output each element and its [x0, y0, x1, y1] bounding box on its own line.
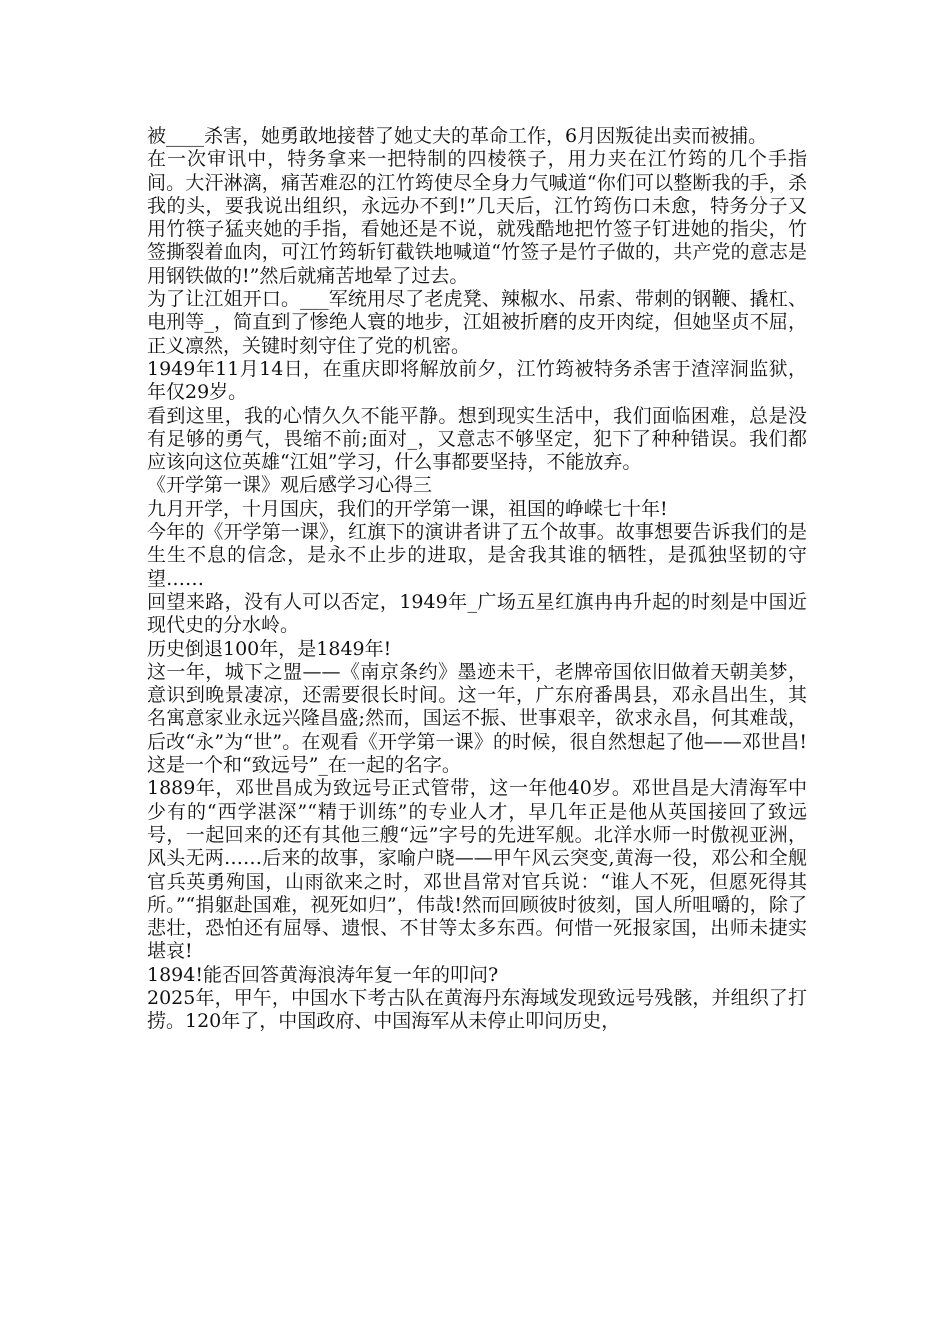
paragraph: 这一年，城下之盟——《南京条约》墨迹未干，老牌帝国依旧做着天朝美梦，意识到晚景凄凉，还需要很长时间。这一年，广东府番禺县，邓永昌出生，其名寓意家业永远兴隆昌盛;然而，国运不振、世事艰辛，欲求永昌，何其难哉，后改“永”为“世”。在观看《开学第一课》的时候，很自然想起了他——邓世昌!这是一个和“致远号”_在一起的名字。	[147, 660, 807, 777]
paragraph: 为了让江姐开口。___军统用尽了老虎凳、辣椒水、吊索、带刺的钢鞭、撬杠、电刑等_，简直到了惨绝人寰的地步，江姐被折磨的皮开肉绽，但她坚贞不屈，正义凛然，关键时刻守住了党的机密。	[147, 288, 807, 357]
paragraph: 被____杀害，她勇敢地接替了她丈夫的革命工作，6月因叛徒出卖而被捕。	[147, 125, 768, 147]
paragraph: 1894!能否回答黄海浪涛年复一年的叩问?	[147, 963, 499, 986]
paragraph: 2025年，甲午，中国水下考古队在黄海丹东海域发现致远号残骸，并组织了打捞。120年了，中国政府、中国海军从未停止叩问历史，	[147, 986, 807, 1033]
paragraph: 看到这里，我的心情久久不能平静。想到现实生活中，我们面临困难，总是没有足够的勇气，畏缩不前;面对_，又意志不够坚定，犯下了种种错误。我们都应该向这位英雄“江姐”学习，什么事都要坚持，不能放弃。	[147, 404, 807, 474]
paragraph: 今年的《开学第一课》，红旗下的演讲者讲了五个故事。故事想要告诉我们的是生生不息的信念，是永不止步的进取，是舍我其谁的牺牲，是孤独坚韧的守望……	[147, 521, 807, 590]
document-body	[147, 125, 807, 1034]
paragraph: 回望来路，没有人可以否定，1949年_广场五星红旗冉冉升起的时刻是中国近现代史的分水岭。	[147, 590, 807, 637]
paragraph: 在一次审讯中，特务拿来一把特制的四棱筷子，用力夹在江竹筠的几个手指间。大汗淋漓，痛苦难忍的江竹筠使尽全身力气喊道“你们可以整断我的手，杀我的头，要我说出组织，永远办不到!”几天后，江竹筠伤口未愈，特务分子又用竹筷子猛夹她的手指，看她还是不说，就残酷地把竹签子钉进她的指尖，竹签撕裂着血肉，可江竹筠斩钉截铁地喊道“竹签子是竹子做的，共产党的意志是用钢铁做的!”然后就痛苦地晕了过去。	[147, 148, 807, 287]
paragraph: 1949年11月14日，在重庆即将解放前夕，江竹筠被特务杀害于渣滓洞监狱，年仅29岁。	[147, 357, 807, 404]
paragraph: 历史倒退100年，是1849年!	[147, 637, 392, 660]
paragraph: 1889年，邓世昌成为致远号正式管带，这一年他40岁。邓世昌是大清海军中少有的“西学湛深”“精于训练”的专业人才，早几年正是他从英国接回了致远号，一起回来的还有其他三艘“远”字号的先进军舰。北洋水师一时傲视亚洲，风头无两……后来的故事，家喻户晓——甲午风云突变,黄海一役，邓公和全舰官兵英勇殉国，山雨欲来之时，邓世昌常对官兵说：“谁人不死，但愿死得其所。”“捐躯赴国难，视死如归”，伟哉!然而回顾彼时彼刻，国人所咀嚼的，除了悲壮，恐怕还有屈辱、遗恨、不甘等太多东西。何惜一死报家国，出师未捷实堪哀!	[147, 777, 807, 963]
paragraph: 九月开学，十月国庆，我们的开学第一课，祖国的峥嵘七十年!	[147, 497, 668, 520]
section-heading: 《开学第一课》观后感学习心得三	[147, 474, 433, 497]
